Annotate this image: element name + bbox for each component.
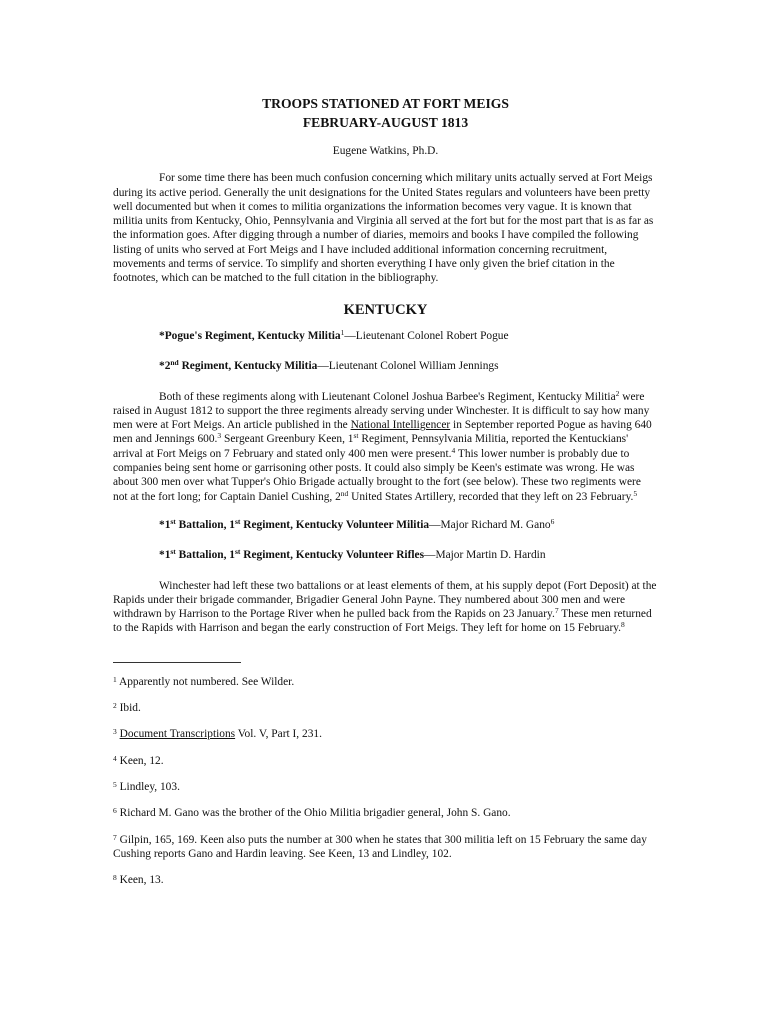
section-heading-kentucky: KENTUCKY (343, 301, 428, 318)
footnote-2: $^2$ Ibid. (113, 701, 141, 715)
footnote-ref: 7 (554, 606, 559, 616)
footnote-ref: 1 (340, 327, 345, 337)
footnote-ref: 2 (615, 388, 620, 398)
unit-commander: —Major Richard M. Gano (429, 518, 551, 531)
unit-2nd-regiment (113, 359, 658, 373)
footnote-ref: 3 (217, 431, 222, 441)
source-title: Document Transcriptions (119, 728, 236, 741)
unit-pogue-regiment (113, 329, 658, 343)
kentucky-regiments-paragraph: Both of these regiments along with Lieutenant Colonel Joshua Barbee's Regiment, Kentucky Militia$^2$ were raised in August 1812 to support the three regiments already serving under Winchester. It is difficult to say how many men were at Fort Meigs. An article published in the National Intelligencer in September reported Pogue as having 640 men and Jennings 600.$^3$ Sergeant Greenbury Keen, 1st Regiment, Pennsylvania Militia, reported the Kentuckians' arrival at Fort Meigs on 7 February and stated only 400 men were present.$^4$ This lower number is probably due to companies being sent home or garrisoning other posts. It could also simply be Keen's estimate was wrong. He was about 300 men over what Tupper's Ohio Brigade actually brought to the fort (see below). These two regiments were not at the fort long; for Captain Daniel Cushing, 2nd United States Artillery, recorded that they left on 23 February.$^5$ (113, 388, 652, 503)
unit-commander: —Lieutenant Colonel Robert Pogue (344, 329, 509, 342)
author: Eugene Watkins, Ph.D. (332, 145, 439, 157)
footnote-ref: 4 (451, 445, 456, 455)
footnote-divider (113, 662, 241, 663)
footnote-3: $^3$ Document Transcriptions Vol. V, Part I, 231. (113, 727, 322, 741)
footnote-1: $^1$ Apparently not numbered. See Wilder. (113, 674, 295, 688)
winchester-paragraph: Winchester had left these two battalions or at least elements of them, at his supply depot (Fort Deposit) at the Rapids under their brigade commander, Brigadier General John Payne. They numbered about 300 men and were withdrawn by Harrison to the Portage River when he pulled back from the Rapids on 23 January.$^7$ These men returned to the Rapids with Harrison and began the early construction of Fort Meigs. They left for home on 15 February.$^8$ (113, 579, 657, 635)
footnote-ref: 5 (633, 488, 638, 498)
unit-hardin-battalion (113, 548, 658, 562)
unit-gano-battalion (113, 518, 658, 532)
footnote-7: $^7$ Gilpin, 165, 169. Keen also puts the number at 300 when he states that 300 militia left on 15 February the same day Cushing reports Gano and Hardin leaving. See Keen, 13 and Lindley, 102. (113, 832, 647, 860)
unit-name: *Pogue's Regiment, Kentucky Militia (159, 329, 341, 342)
document-page (113, 94, 658, 899)
footnote-5: $^5$ Lindley, 103. (113, 779, 180, 793)
footnote-ref: 6 (550, 516, 555, 526)
title-line-2: FEBRUARY-AUGUST 1813 (302, 115, 469, 130)
unit-commander: —Lieutenant Colonel William Jennings (317, 360, 499, 373)
intro-paragraph: For some time there has been much confusion concerning which military units actually served at Fort Meigs during its active period. Generally the unit designations for the United States regulars and volunteers have been pretty well documented but when it comes to militia organizations the information becomes very vague. It is known that militia units from Kentucky, Ohio, Pennsylvania and Virginia all served at the fort but for the most part that is as far as the information goes. After digging through a number of diaries, memoirs and books I have compiled the following listing of units who served at Fort Meigs and I have included additional information concerning recruitment, movements and terms of service. To simplify and shorten everything I have only given the brief citation in the footnotes, which can be matched to the full citation in the bibliography. (113, 172, 654, 285)
footnotes (113, 675, 658, 888)
unit-commander: —Major Martin D. Hardin (424, 549, 546, 562)
footnote-4: $^4$ Keen, 12. (113, 753, 164, 767)
footnote-8: $^8$ Keen, 13. (113, 873, 164, 887)
newspaper-title: National Intelligencer (350, 419, 451, 432)
unit-name: *1st Battalion, 1st Regiment, Kentucky Volunteer Militia (159, 516, 430, 531)
title-line-1: TROOPS STATIONED AT FORT MEIGS (262, 96, 509, 111)
footnote-ref: 8 (621, 620, 625, 630)
unit-name: *2nd Regiment, Kentucky Militia (159, 358, 318, 373)
footnote-6: $^6$ Richard M. Gano was the brother of the Ohio Militia brigadier general, John S. Gano. (113, 806, 511, 820)
unit-name: *1st Battalion, 1st Regiment, Kentucky Volunteer Rifles (159, 547, 425, 562)
